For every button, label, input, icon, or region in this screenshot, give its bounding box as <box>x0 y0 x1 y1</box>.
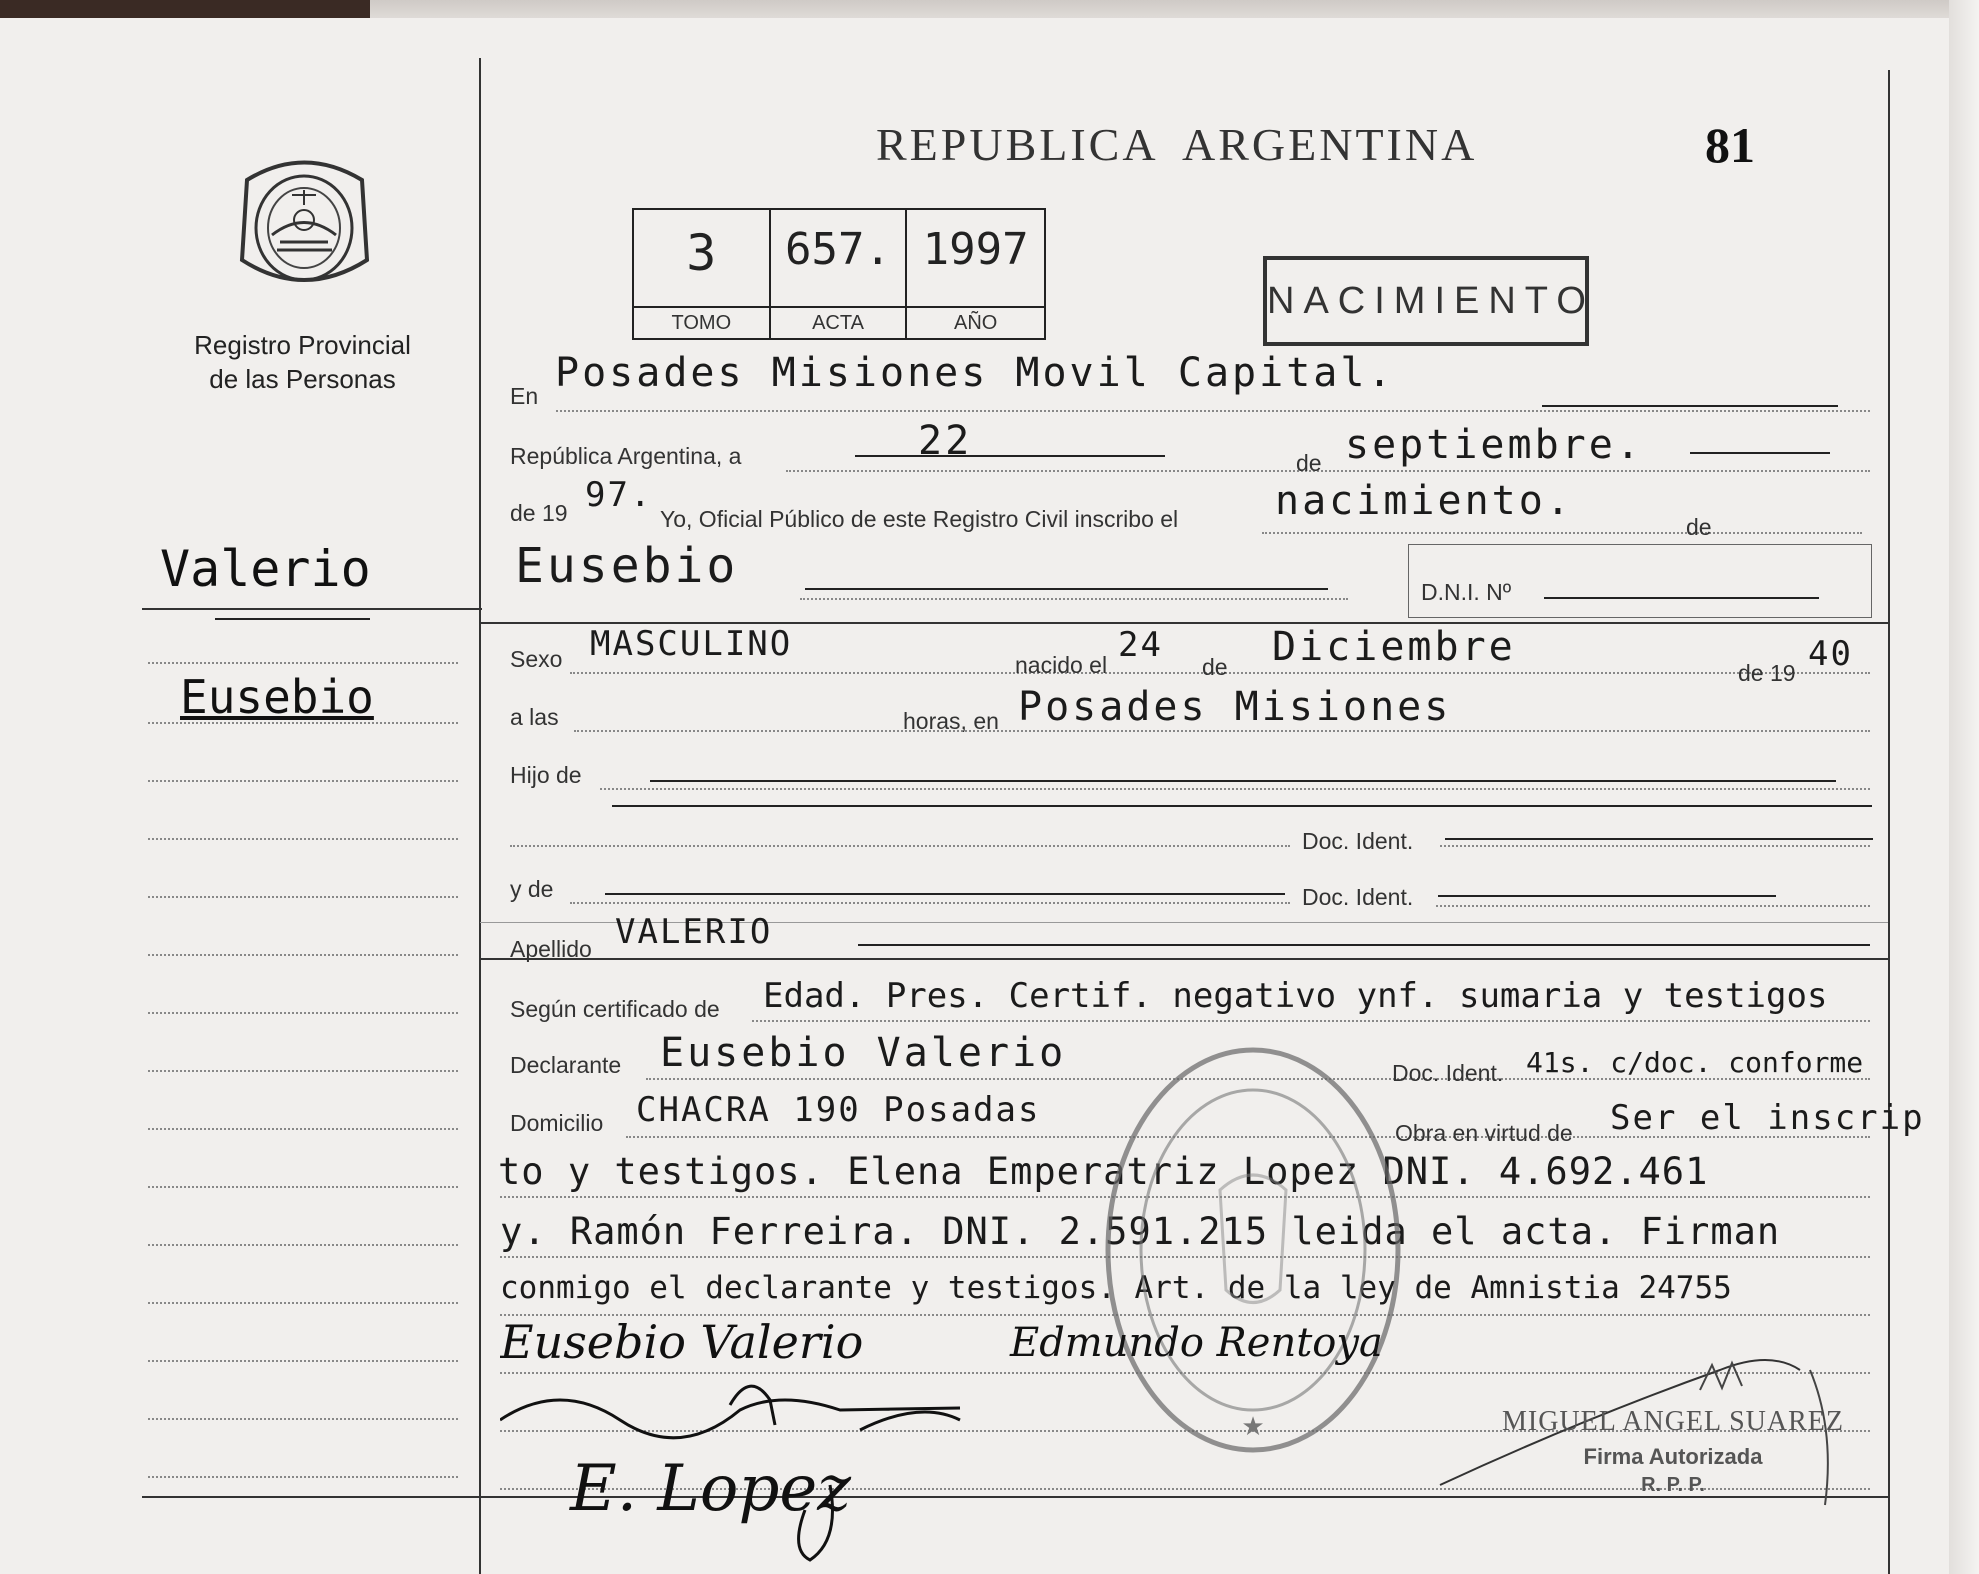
label-nacido: nacido el <box>1015 652 1108 678</box>
label-horas: horas, en <box>903 708 999 734</box>
form-rule-apellido <box>480 958 1888 960</box>
dots-hijo <box>600 788 1870 790</box>
official-org: R. P. P. <box>1641 1474 1705 1496</box>
margin-dots-1 <box>148 662 458 664</box>
page-stack-edge <box>1949 0 1979 1574</box>
margin-dots-12 <box>148 1302 458 1304</box>
margin-rule-top <box>142 608 482 610</box>
margin-dots-9 <box>148 1128 458 1130</box>
acta-value: 657. <box>785 224 891 275</box>
fill-line-dni <box>1544 597 1819 599</box>
official-name: MIGUEL ANGEL SUAREZ <box>1501 1406 1844 1437</box>
field-birth-month: Diciembre <box>1272 624 1516 670</box>
dots-republica <box>786 470 1870 472</box>
tomo-cell <box>634 210 771 338</box>
signature-declarant: Eusebio Valerio <box>500 1315 864 1369</box>
fill-line-surname <box>858 944 1870 946</box>
record-type-box: NACIMIENTO <box>1263 256 1589 346</box>
country-title: REPUBLICA ARGENTINA <box>876 119 1478 170</box>
fill-line-given-name <box>805 588 1328 590</box>
field-surname: VALERIO <box>615 912 773 952</box>
label-republica: República Argentina, a <box>510 443 742 469</box>
anio-cell <box>907 210 1044 338</box>
field-birth-year: 40 <box>1808 634 1853 674</box>
label-domicilio: Domicilio <box>510 1110 604 1136</box>
page-number: 81 <box>1705 117 1755 173</box>
signature-witness: Edmundo Rentoya <box>1010 1320 1383 1366</box>
label-apellido: Apellido <box>510 936 592 962</box>
fill-line-mother <box>605 893 1285 895</box>
right-border <box>1888 70 1890 1574</box>
margin-dots-6 <box>148 954 458 956</box>
signature-third: E. Lopez <box>570 1452 851 1526</box>
left-column-divider <box>479 58 481 1574</box>
label-en: En <box>510 383 539 409</box>
signatures <box>500 1310 1400 1570</box>
registry-line-1: Registro Provincial <box>194 330 411 360</box>
margin-surname: Valerio <box>160 540 371 598</box>
field-sex: MASCULINO <box>590 624 793 664</box>
field-declarant-doc: 41s. c/doc. conforme <box>1526 1046 1864 1079</box>
margin-dots-4 <box>148 838 458 840</box>
dots-mother-doc <box>1436 905 1870 907</box>
margin-dots-7 <box>148 1012 458 1014</box>
fill-line-father-doc <box>1445 838 1873 840</box>
label-yde: y de <box>510 876 554 902</box>
dots-father-doc-2 <box>1440 845 1870 847</box>
label-de19: de 19 <box>510 500 568 526</box>
label-segun: Según certificado de <box>510 996 720 1022</box>
dots-segun <box>752 1020 1870 1022</box>
margin-dots-8 <box>148 1070 458 1072</box>
label-hijo: Hijo de <box>510 762 582 788</box>
svg-text:★: ★ <box>1241 1412 1265 1442</box>
registry-name <box>150 328 455 396</box>
margin-dots-13 <box>148 1360 458 1362</box>
fill-line-month <box>1690 452 1830 454</box>
field-birth-place: Posades Misiones <box>1018 684 1452 730</box>
field-event: nacimiento. <box>1275 478 1573 524</box>
fill-line-father-2 <box>612 805 1872 807</box>
tomo-value: 3 <box>686 224 717 282</box>
official-block <box>1488 1406 1858 1497</box>
acta-cell <box>771 210 908 338</box>
label-obra: Obra en virtud de <box>1395 1120 1573 1146</box>
label-alas: a las <box>510 704 559 730</box>
label-docident-1: Doc. Ident. <box>1302 828 1414 854</box>
label-de19-birth: de 19 <box>1738 660 1796 686</box>
margin-dots-2 <box>148 722 458 724</box>
dots-en <box>556 410 1870 412</box>
tomo-label: TOMO <box>634 306 769 338</box>
field-place: Posades Misiones Movil Capital. <box>555 350 1395 396</box>
registry-line-2: de las Personas <box>209 364 396 394</box>
dots-given-name <box>800 598 1348 600</box>
field-birth-day: 24 <box>1118 625 1163 665</box>
register-box <box>632 208 1046 340</box>
label-sexo: Sexo <box>510 646 563 672</box>
label-de-month: de <box>1296 450 1322 476</box>
margin-dots-14 <box>148 1418 458 1420</box>
margin-dots-3 <box>148 780 458 782</box>
anio-label: AÑO <box>907 306 1044 338</box>
dots-alas <box>574 730 1870 732</box>
dni-box <box>1408 544 1872 618</box>
field-month: septiembre. <box>1345 422 1643 468</box>
provincial-seal-icon <box>232 150 377 300</box>
label-oficial: Yo, Oficial Público de este Registro Civil inscribo el <box>660 506 1179 532</box>
acta-label: ACTA <box>771 306 906 338</box>
note-line-3: conmigo el declarante y testigos. Art. de la ley de Amnistia 24755 <box>500 1270 1732 1306</box>
fill-line-mother-doc <box>1438 895 1776 897</box>
margin-surname-underline <box>215 618 370 620</box>
margin-dots-11 <box>148 1244 458 1246</box>
label-declarante: Declarante <box>510 1052 622 1078</box>
dots-yde <box>570 902 1290 904</box>
label-de-birth-month: de <box>1202 654 1228 680</box>
margin-dots-5 <box>148 896 458 898</box>
field-virtue: Ser el inscrip <box>1610 1098 1925 1138</box>
field-day: 22 <box>918 418 973 464</box>
note-line-1: to y testigos. Elena Emperatriz Lopez DNI. 4.692.461 <box>498 1150 1709 1193</box>
label-docident-2: Doc. Ident. <box>1302 884 1414 910</box>
field-address: CHACRA 190 Posadas <box>636 1090 1041 1130</box>
fill-line-day <box>855 455 1165 457</box>
fill-line-place <box>1542 405 1838 407</box>
field-declarant: Eusebio Valerio <box>660 1030 1067 1076</box>
dots-father-doc <box>510 845 1290 847</box>
margin-given-name: Eusebio <box>180 670 374 724</box>
margin-dots-15 <box>148 1476 458 1478</box>
dots-oficial <box>1262 532 1862 534</box>
official-title: Firma Autorizada <box>1583 1444 1763 1469</box>
field-certificate: Edad. Pres. Certif. negativo ynf. sumaria y testigos <box>763 976 1828 1016</box>
anio-value: 1997 <box>922 224 1029 275</box>
field-given-name: Eusebio <box>515 538 739 594</box>
field-year: 97. <box>585 475 653 515</box>
fill-line-father-1 <box>650 780 1836 782</box>
label-dni: D.N.I. Nº <box>1421 579 1512 605</box>
note-line-2: y. Ramón Ferreira. DNI. 2.591.215 leida el acta. Firman <box>500 1210 1781 1253</box>
label-docident-3: Doc. Ident. <box>1392 1060 1504 1086</box>
margin-dots-10 <box>148 1186 458 1188</box>
label-de-event: de <box>1686 514 1712 540</box>
